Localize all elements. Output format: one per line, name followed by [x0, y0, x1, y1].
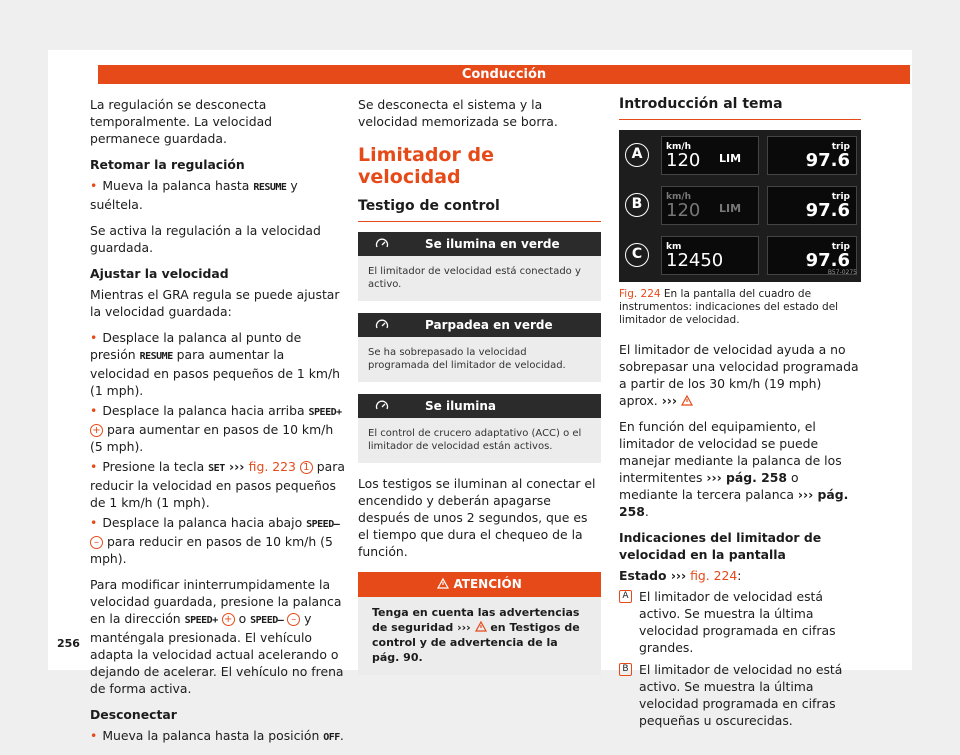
- arrows: ›››: [661, 393, 678, 408]
- arrows: ›››: [224, 459, 249, 474]
- subsection-title: Testigo de control: [358, 198, 601, 222]
- speed-minus-keyword: SPEED–: [250, 615, 284, 626]
- manual-page: [48, 50, 912, 743]
- lamp-label: Se ilumina en verde: [425, 236, 560, 251]
- callout-1-icon: 1: [300, 461, 313, 474]
- bullet-item: [90, 402, 345, 455]
- trip-panel: [767, 136, 857, 175]
- heading-indicaciones: Indicaciones del limitador de velocidad en la pantalla: [619, 530, 822, 562]
- heading-retomar: Retomar la regulación: [90, 157, 245, 172]
- bullet-item: [90, 458, 345, 511]
- minus-icon: –: [287, 613, 300, 626]
- bullet-item: [90, 727, 345, 746]
- warning-box: [358, 572, 601, 675]
- speed-minus-keyword: SPEED–: [306, 519, 340, 530]
- page-number: 256: [57, 637, 80, 650]
- column-2: [358, 96, 601, 675]
- page-link[interactable]: pág. 258: [721, 470, 788, 485]
- paragraph: Mientras el GRA regula se puede ajustar la velocidad guardada:: [90, 287, 340, 319]
- text: Desplace la palanca hacia abajo: [102, 515, 307, 530]
- heading-ajustar: Ajustar la velocidad: [90, 266, 229, 281]
- letter-badge: A: [625, 143, 649, 167]
- text: para reducir la velocidad en pasos pequeños de 1 km/h (1 mph).: [90, 459, 345, 510]
- trip-panel: [767, 186, 857, 225]
- text: Estado: [619, 568, 671, 583]
- trip-value: 97.6: [805, 250, 850, 271]
- lim-label: LIM: [719, 152, 742, 165]
- figure-row-b: [619, 182, 861, 229]
- text: .: [339, 728, 344, 743]
- bullet-item: [90, 177, 345, 213]
- trip-label: trip: [831, 192, 850, 202]
- text: y manténgala presionada. El vehículo adapta la velocidad actual acelerando o dejando de acelerar. El vehículo no frena de forma activa.: [90, 611, 344, 696]
- arrows: ›››: [670, 568, 687, 583]
- warning-header: [358, 572, 601, 597]
- heading-desconectar: Desconectar: [90, 707, 177, 722]
- bullet-item: [90, 514, 345, 567]
- text: para aumentar la velocidad en pasos pequeños de 1 km/h (1 mph).: [90, 347, 340, 398]
- section-title: Introducción al tema: [619, 96, 861, 120]
- instrument-figure: [619, 130, 861, 282]
- speed-panel: [661, 136, 759, 175]
- state-text: El limitador de velocidad no está activo. Se muestra la última velocidad programada en cifras pequeñas u oscurecidas.: [639, 662, 843, 728]
- warning-icon: [437, 578, 449, 589]
- trip-value: 97.6: [805, 150, 850, 171]
- plus-icon: +: [222, 613, 235, 626]
- lamp-description: El limitador de velocidad está conectado y activo.: [358, 256, 601, 301]
- figure-code: B57-0275: [827, 269, 857, 276]
- lamp-header: [358, 232, 601, 256]
- warning-title: ATENCIÓN: [453, 577, 522, 591]
- warning-icon: [475, 621, 487, 632]
- unit-label: km: [666, 242, 682, 252]
- lamp-label: Se ilumina: [425, 398, 496, 413]
- paragraph: [619, 341, 861, 409]
- off-keyword: OFF: [323, 732, 340, 743]
- arrows: ›››: [457, 621, 475, 634]
- figure-caption: [619, 288, 861, 327]
- fig-link[interactable]: fig. 223: [248, 459, 296, 474]
- lamp-label: Parpadea en verde: [425, 317, 553, 332]
- unit-label: km/h: [666, 142, 692, 152]
- arrows: ›››: [706, 470, 722, 485]
- set-keyword: SET: [208, 463, 225, 474]
- section-title: Limitador de velocidad: [358, 144, 494, 188]
- paragraph: La regulación se desconecta temporalmente. La velocidad permanece guardada.: [90, 97, 273, 146]
- lamp-description: El control de crucero adaptativo (ACC) o el limitador de velocidad están activos.: [358, 418, 601, 463]
- text: Tenga en cuenta las advertencias de seguridad: [372, 606, 580, 634]
- section-header: Conducción: [98, 65, 910, 84]
- unit-label: km/h: [666, 192, 692, 202]
- resume-keyword: RESUME: [253, 182, 287, 193]
- paragraph: [90, 576, 345, 697]
- speedometer-icon: [375, 237, 389, 251]
- odometer-value: 12450: [666, 250, 724, 271]
- minus-icon: –: [90, 536, 103, 549]
- text: Desplace la palanca hacia arriba: [102, 403, 309, 418]
- text: Presione la tecla: [102, 459, 209, 474]
- arrows: ›››: [797, 487, 814, 502]
- figure-row-c: [619, 232, 861, 279]
- figure-row-a: [619, 132, 861, 179]
- paragraph: Los testigos se iluminan al conectar el encendido y deberán apagarse después de unos 2 segundos, que es el tiempo que dura el chequeo de la función.: [358, 476, 596, 559]
- warning-link[interactable]: en Testigos de control y de advertencia de la pág. 90.: [372, 621, 580, 664]
- paragraph: Se desconecta el sistema y la velocidad memorizada se borra.: [358, 97, 558, 129]
- text: para reducir en pasos de 10 km/h (5 mph).: [90, 534, 333, 566]
- caption-ref: Fig. 224: [619, 288, 661, 300]
- lamp-header: [358, 394, 601, 418]
- speed-plus-keyword: SPEED+: [184, 615, 218, 626]
- speedometer-icon: [375, 399, 389, 413]
- text: Para modificar ininterrumpidamente la velocidad guardada, presione la palanca en la dirección: [90, 577, 342, 626]
- state-text: El limitador de velocidad está activo. Se muestra la última velocidad programada en cifras grandes.: [639, 589, 836, 655]
- text: .: [644, 504, 649, 519]
- letter-badge: C: [625, 243, 649, 267]
- trip-value: 97.6: [805, 200, 850, 221]
- fig-link[interactable]: fig. 224: [686, 568, 738, 583]
- lamp-description: Se ha sobrepasado la velocidad programada del limitador de velocidad.: [358, 337, 601, 382]
- column-3: [619, 96, 861, 734]
- text: o mediante la tercera palanca: [619, 470, 799, 502]
- speed-value: 120: [666, 200, 701, 221]
- odometer-panel: [661, 236, 759, 275]
- warning-body: [358, 597, 601, 675]
- paragraph: Se activa la regulación a la velocidad guardada.: [90, 223, 321, 255]
- lim-label: LIM: [719, 202, 742, 215]
- plus-icon: +: [90, 424, 103, 437]
- text: En función del equipamiento, el limitador de velocidad se puede manejar mediante la palanca de los intermitentes: [619, 419, 842, 485]
- paragraph: [619, 418, 861, 520]
- page-link[interactable]: pág. 258: [619, 487, 849, 519]
- speed-value: 120: [666, 150, 701, 171]
- warning-icon: [681, 395, 693, 406]
- text: Mueva la palanca hasta: [102, 178, 254, 193]
- resume-keyword: RESUME: [139, 351, 173, 362]
- text: Desplace la palanca al punto de presión: [90, 330, 302, 362]
- speed-plus-keyword: SPEED+: [308, 407, 342, 418]
- text: El limitador de velocidad ayuda a no sobrepasar una velocidad programada a partir de los 30 km/h (19 mph) aprox.: [619, 342, 859, 408]
- state-item: [619, 661, 861, 729]
- state-key: A: [619, 590, 632, 603]
- text: Mueva la palanca hasta la posición: [102, 728, 324, 743]
- trip-label: trip: [831, 142, 850, 152]
- letter-badge: B: [625, 193, 649, 217]
- bullet-item: [90, 329, 345, 399]
- estado-line: [619, 567, 861, 584]
- text: y suéltela.: [90, 178, 298, 212]
- state-key: B: [619, 663, 632, 676]
- column-1: [90, 96, 345, 755]
- lamp-header: [358, 313, 601, 337]
- speed-panel: [661, 186, 759, 225]
- text: En la pantalla del cuadro de instrumentos: indicaciones del estado del limitador de velocidad.: [619, 288, 839, 326]
- state-item: [619, 588, 861, 656]
- text: para aumentar en pasos de 10 km/h (5 mph).: [90, 422, 334, 454]
- text: :: [737, 568, 742, 583]
- speedometer-icon: [375, 318, 389, 332]
- trip-label: trip: [831, 242, 850, 252]
- text: o: [234, 611, 251, 626]
